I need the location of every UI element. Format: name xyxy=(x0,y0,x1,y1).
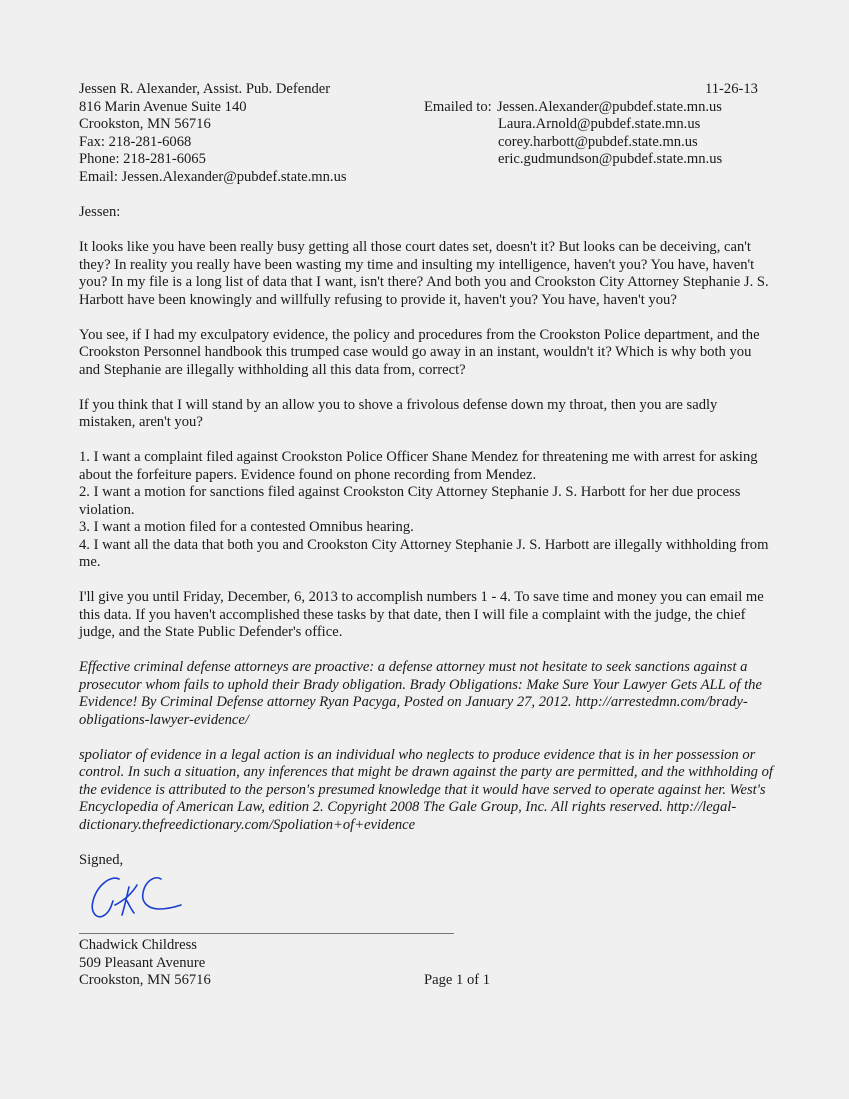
sender-name: Jessen R. Alexander, Assist. Pub. Defender xyxy=(79,81,331,97)
letter-date: 11-26-13 xyxy=(705,81,758,97)
page-number: Page 1 of 1 xyxy=(424,972,491,988)
signed-label: Signed, xyxy=(79,851,124,868)
recipient-email: Jessen.Alexander@pubdef.state.mn.us xyxy=(497,98,722,115)
letter-page xyxy=(79,81,774,990)
emailed-to-label: Emailed to: xyxy=(424,98,492,115)
recipient-email: eric.gudmundson@pubdef.state.mn.us xyxy=(498,151,723,167)
sender-email: Email: Jessen.Alexander@pubdef.state.mn.us xyxy=(79,168,347,185)
signature xyxy=(79,869,774,927)
body-paragraph-1: It looks like you have been really busy getting all those court dates set, doesn't it? But looks can be deceiving, can't they? In reality you really have been wasting my time and insulting my intelligence, haven't you? You have, haven't you? In my file is a long list of data that I want, isn't there? And both you and Crookston City Attorney Stephanie J. S. Harbott have been knowingly and willfully refusing to provide it, haven't you? You have, haven't you? xyxy=(79,239,769,308)
demand-item: 3. I want a motion filed for a contested Omnibus hearing. xyxy=(79,519,414,535)
sender-address-line1: 816 Marin Avenue Suite 140 xyxy=(79,98,247,115)
deadline-paragraph: I'll give you until Friday, December, 6, 2013 to accomplish numbers 1 - 4. To save time and money you can email me this data. If you haven't accomplished these tasks by that date, then I will file a complaint with the judge, the chief judge, and the State Public Defender's office. xyxy=(79,589,764,640)
recipient-email: corey.harbott@pubdef.state.mn.us xyxy=(498,133,698,150)
handwritten-signature-icon xyxy=(89,871,199,927)
sender-phone: Phone: 218-281-6065 xyxy=(79,151,206,167)
letter-header xyxy=(79,81,774,186)
emailed-to-block xyxy=(424,99,722,169)
demand-item: 1. I want a complaint filed against Crookston Police Officer Shane Mendez for threatening me with arrest for asking about the forfeiture papers. Evidence found on phone recording from Mendez. xyxy=(79,449,758,483)
salutation: Jessen: xyxy=(79,204,121,220)
sender-fax: Fax: 218-281-6068 xyxy=(79,133,192,150)
body-paragraph-2: You see, if I had my exculpatory evidence, the policy and procedures from the Crookston Police department, and the Crookston Personnel handbook this trumped case would go away in an instant, wouldn't it? Which is why both you and Stephanie are illegally withholding all this data from, correct? xyxy=(79,326,760,378)
signer-address-line2: Crookston, MN 56716 xyxy=(79,972,211,988)
closing-block xyxy=(79,937,774,990)
quote-spoliation: spoliator of evidence in a legal action is an individual who neglects to produce evidence that is in her possession or control. In such a situation, any inferences that might be drawn against the party are permitted, and the withholding of the evidence is attributed to the person's presumed knowledge that it would have served to operate against her. West's Encyclopedia of American Law, edition 2. Copyright 2008 The Gale Group, Inc. All rights reserved. http://legal-dictionary.thefreedictionary.com/Spoliation+of+evidence xyxy=(79,746,773,833)
signature-line xyxy=(79,933,454,934)
sender-address-line2: Crookston, MN 56716 xyxy=(79,116,211,132)
signer-address-line1: 509 Pleasant Avenure xyxy=(79,954,206,971)
demand-item: 4. I want all the data that both you and Crookston City Attorney Stephanie J. S. Harbott are illegally withholding from me. xyxy=(79,536,769,570)
recipient-list xyxy=(498,99,722,169)
demands-list xyxy=(79,449,774,572)
quote-brady-obligations: Effective criminal defense attorneys are proactive: a defense attorney must not hesitate to seek sanctions against a prosecutor whom fails to uphold their Brady obligation. Brady Obligations: Make Sure Your Lawyer Gets ALL of the Evidence! By Criminal Defense attorney Ryan Pacyga, Posted on January 27, 2012. http://arrestedmn.com/brady-obligations-lawyer-evidence/ xyxy=(79,659,762,728)
signer-name: Chadwick Childress xyxy=(79,937,197,953)
recipient-email: Laura.Arnold@pubdef.state.mn.us xyxy=(498,116,701,132)
demand-item: 2. I want a motion for sanctions filed against Crookston City Attorney Stephanie J. S. Harbott for her due process violation. xyxy=(79,484,741,518)
body-paragraph-3: If you think that I will stand by an allow you to shove a frivolous defense down my throat, then you are sadly mistaken, aren't you? xyxy=(79,396,718,430)
sender-block xyxy=(79,81,347,186)
